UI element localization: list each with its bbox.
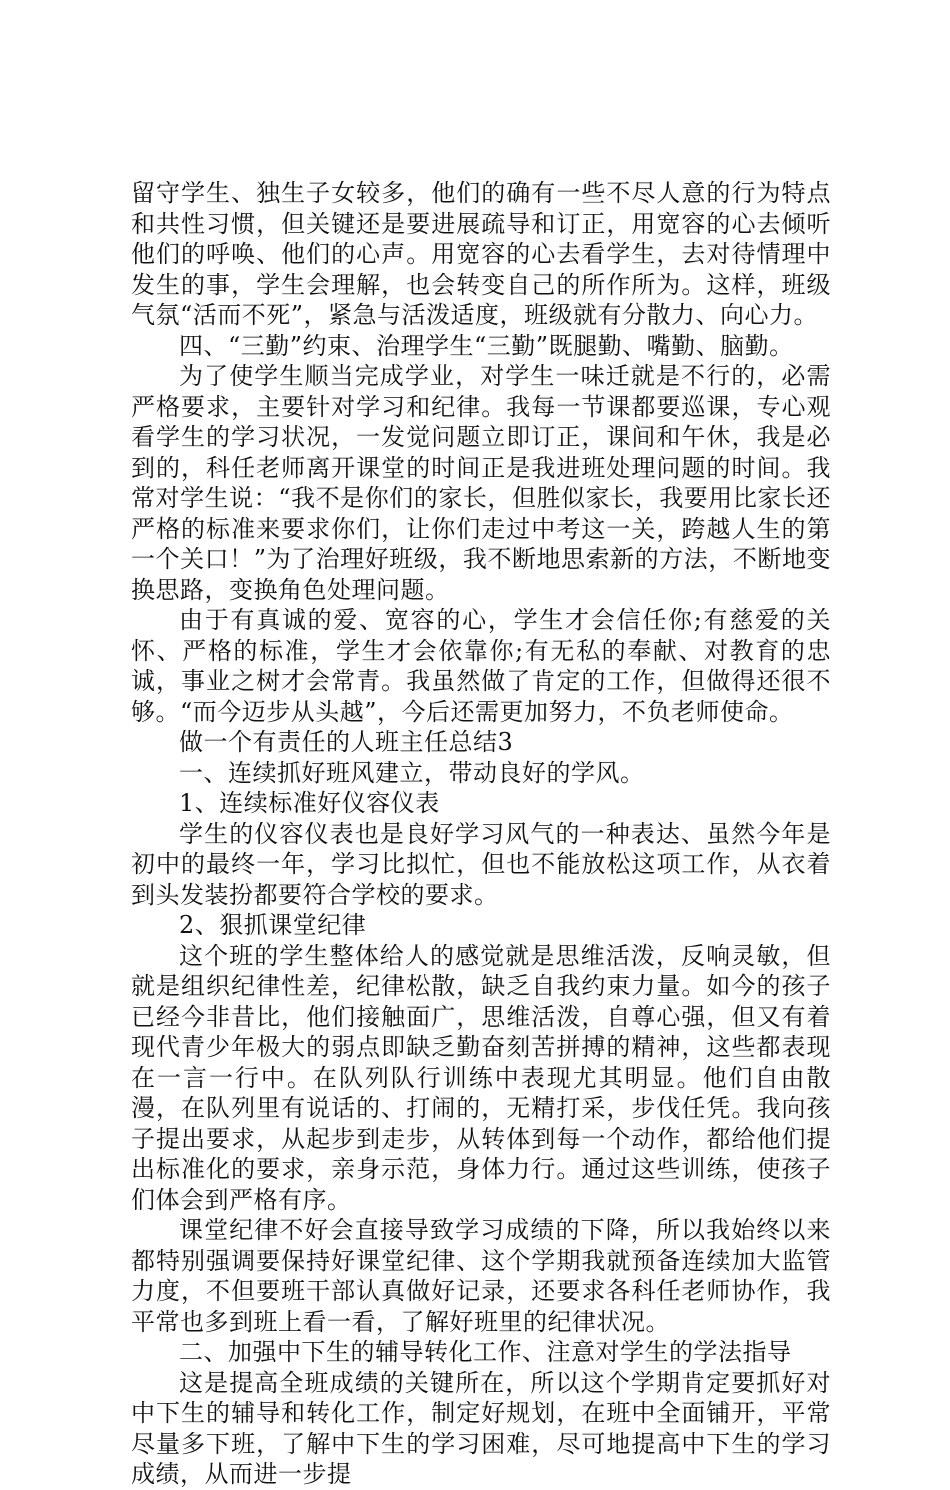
section-heading-one: 一、连续抓好班风建立，带动良好的学风。 (179, 758, 645, 787)
section-heading-two: 二、加强中下生的辅导转化工作、注意对学生的学法指导 (179, 1338, 792, 1366)
section-heading-four: 四、“三勤”约束、治理学生“三勤”既腿勤、嘴勤、脑勤。 (179, 331, 794, 360)
paragraph: 这个班的学生整体给人的感觉就是思维活泼，反响灵敏，但就是组织纪律性差，纪律松散，缺乏自我约束力量。如今的孩子已经今非昔比，他们接触面广，思维活泼，自尊心强，但又有着现代青少年极大的弱点即缺乏勤奋刻苦拼搏的精神，这些都表现在一言一行中。在队列队行训练中表现尤其明显。他们自由散漫，在队列里有说话的、打闹的，无精打采，步伐任凭。我向孩子提出要求，从起步到走步，从转体到每一个动作，都给他们提出标准化的要求，亲身示范，身体力行。通过这些训练，使孩子们体会到严格有序。 (131, 941, 831, 1214)
paragraph: 学生的仪容仪表也是良好学习风气的一种表达、虽然今年是初中的最终一年，学习比拟忙，但也不能放松这项工作，从衣着到头发装扮都要符合学校的要求。 (131, 819, 831, 909)
subheading-one: 1、连续标准好仪容仪表 (179, 789, 440, 817)
paragraph: 由于有真诚的爱、宽容的心，学生才会信任你;有慈爱的关怀、严格的标准，学生才会依靠你;有无私的奉献、对教育的忠诚，事业之树才会常青。我虽然做了肯定的工作，但做得还很不够。“而今迈步从头越”，今后还需更加努力，不负老师使命。 (131, 606, 831, 726)
subheading-two: 2、狠抓课堂纪律 (179, 911, 367, 939)
paragraph: 为了使学生顺当完成学业，对学生一味迁就是不行的，必需严格要求，主要针对学习和纪律。我每一节课都要巡课，专心观看学生的学习状况，一发觉问题立即订正，课间和午休，我是必到的，科任老师离开课堂的时间正是我进班处理问题的时间。我常对学生说：“我不是你们的家长，但胜似家长，我要用比家长还严格的标准来要求你们，让你们走过中考这一关，跨越人生的第一个关口！”为了治理好班级，我不断地思索新的方法，不断地变换思路，变换角色处理问题。 (131, 362, 831, 604)
paragraph: 这是提高全班成绩的关键所在，所以这个学期肯定要抓好对中下生的辅导和转化工作，制定好规划，在班中全面铺开，平常尽量多下班，了解中下生的学习困难，尽可地提高中下生的学习成绩，从而进一步提 (131, 1368, 831, 1488)
paragraph-continued: 留守学生、独生子女较多，他们的确有一些不尽人意的行为特点和共性习惯，但关键还是要进展疏导和订正，用宽容的心去倾听他们的呼唤、他们的心声。用宽容的心去看学生，去对待情理中发生的事，学生会理解，也会转变自己的所作所为。这样，班级气氛“活而不死”，紧急与活泼适度，班级就有分散力、向心力。 (131, 179, 831, 329)
paragraph: 课堂纪律不好会直接导致学习成绩的下降，所以我始终以来都特别强调要保持好课堂纪律、这个学期我就预备连续加大监管力度，不但要班干部认真做好记录，还要求各科任老师协作，我平常也多到班上看一看，了解好班里的纪律状况。 (131, 1216, 831, 1336)
document-title: 做一个有责任的人班主任总结3 (179, 728, 514, 756)
document-body (131, 178, 831, 1490)
